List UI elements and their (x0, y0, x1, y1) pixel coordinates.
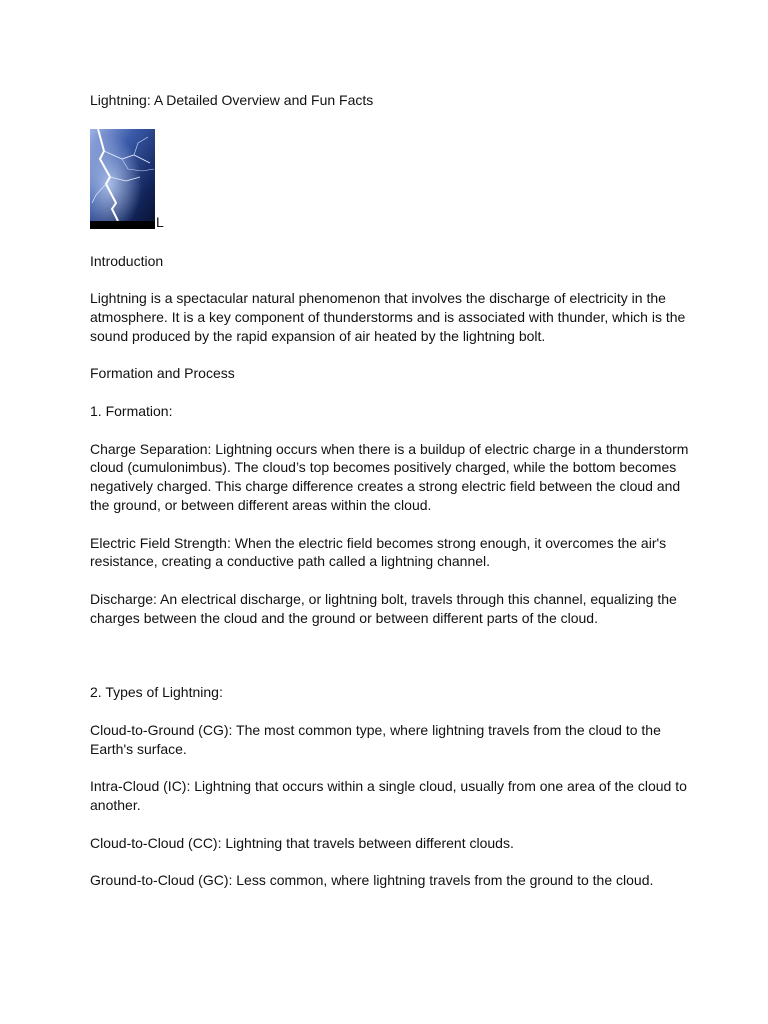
subheading-types: 2. Types of Lightning: (90, 684, 223, 701)
lightning-photo (90, 129, 155, 229)
paragraph-discharge: Discharge: An electrical discharge, or lightning bolt, travels through this channel, equalizing the charges between the cloud and the ground or between different parts of the cloud. (90, 590, 677, 626)
section-spacer (90, 646, 690, 683)
paragraph-introduction: Lightning is a spectacular natural phenomenon that involves the discharge of electricity in the atmosphere. It is a key component of thunderstorms and is associated with thunder, which is the sound produced by the rapid expansion of air heated by the lightning bolt. (90, 290, 686, 344)
image-caption: L (156, 213, 164, 230)
figure-row (90, 129, 690, 229)
paragraph-charge-separation: Charge Separation: Lightning occurs when there is a buildup of electric charge in a thunderstorm cloud (cumulonimbus). The cloud’s top becomes positively charged, while the bottom becomes negatively charged. This charge difference creates a strong electric field between the cloud and the ground, or between different areas within the cloud. (90, 440, 689, 513)
paragraph-intra-cloud: Intra-Cloud (IC): Lightning that occurs within a single cloud, usually from one area of the cloud to another. (90, 778, 687, 814)
paragraph-ground-to-cloud: Ground-to-Cloud (GC): Less common, where lightning travels from the ground to the cloud. (90, 872, 654, 889)
subheading-formation: 1. Formation: (90, 402, 173, 419)
paragraph-cloud-to-ground: Cloud-to-Ground (CG): The most common type, where lightning travels from the cloud to the Earth's surface. (90, 721, 661, 757)
heading-formation-process: Formation and Process (90, 365, 235, 382)
paragraph-cloud-to-cloud: Cloud-to-Cloud (CC): Lightning that travels between different clouds. (90, 834, 514, 851)
heading-introduction: Introduction (90, 252, 164, 269)
paragraph-field-strength: Electric Field Strength: When the electric field becomes strong enough, it overcomes the air's resistance, creating a conductive path called a lightning channel. (90, 534, 667, 570)
document-title: Lightning: A Detailed Overview and Fun Facts (90, 92, 374, 108)
document-page (90, 91, 690, 909)
